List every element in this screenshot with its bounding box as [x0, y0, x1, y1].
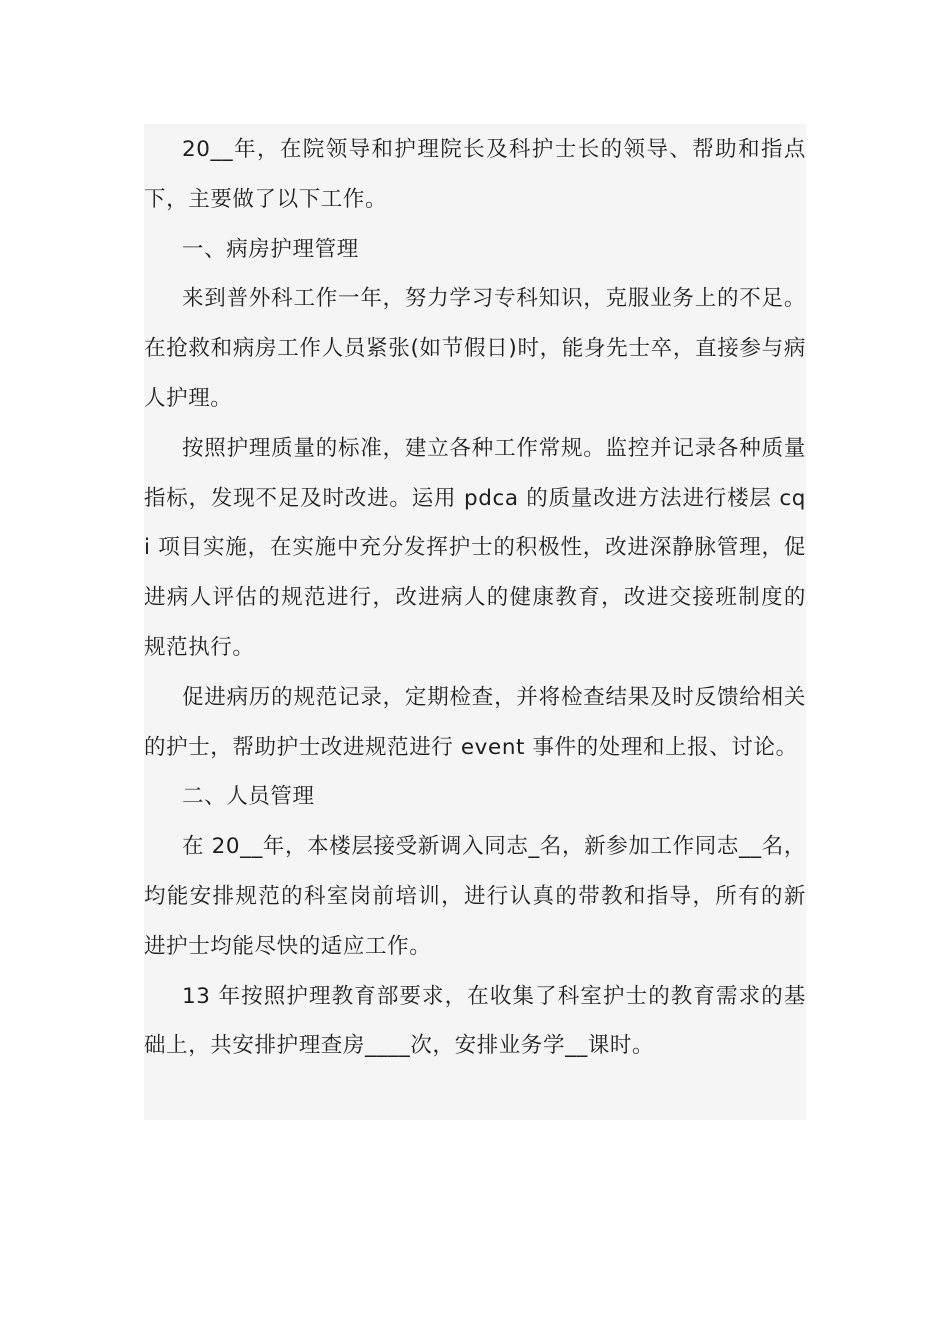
intro-paragraph: 20__年，在院领导和护理院长及科护士长的领导、帮助和指点下，主要做了以下工作。 — [144, 137, 806, 212]
staff-paragraph-2: 13 年按照护理教育部要求，在收集了科室护士的教育需求的基础上，共安排护理查房____次，安排业务学__课时。 — [144, 983, 806, 1059]
section-heading-staff-management: 二、人员管理 — [182, 784, 315, 810]
ward-paragraph-3: 促进病历的规范记录，定期检查，并将检查结果及时反馈给相关的护士，帮助护士改进规范进行 event 事件的处理和上报、讨论。 — [144, 684, 806, 760]
ward-paragraph-2: 按照护理质量的标准，建立各种工作常规。监控并记录各种质量指标，发现不足及时改进。运用 pdca 的质量改进方法进行楼层 cqi 项目实施，在实施中充分发挥护士的积极性，改进深静脉管理，促进病人评估的规范进行，改进病人的健康教育，改进交接班制度的规范执行。 — [144, 435, 806, 660]
section-heading-ward-management: 一、病房护理管理 — [182, 236, 359, 262]
staff-paragraph-1: 在 20__年，本楼层接受新调入同志_名，新参加工作同志__名，均能安排规范的科室岗前培训，进行认真的带教和指导，所有的新进护士均能尽快的适应工作。 — [144, 834, 806, 959]
ward-paragraph-1: 来到普外科工作一年，努力学习专科知识，克服业务上的不足。在抢救和病房工作人员紧张(如节假日)时，能身先士卒，直接参与病人护理。 — [144, 286, 806, 411]
document-body — [144, 124, 806, 1120]
